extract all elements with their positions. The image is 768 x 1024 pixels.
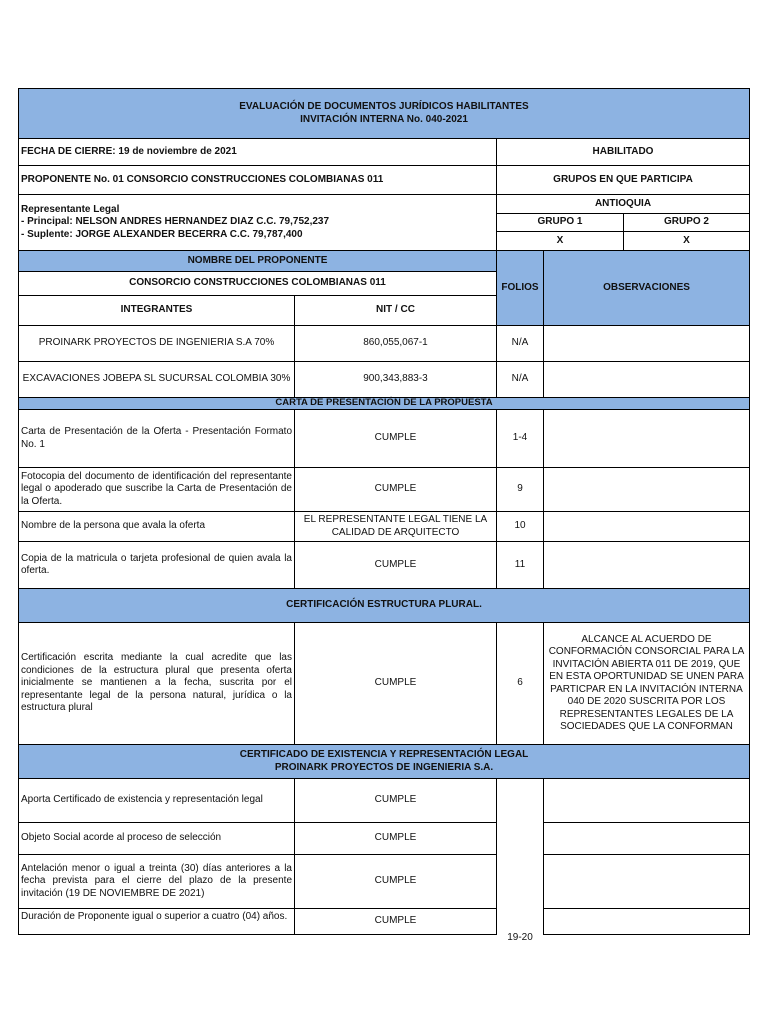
folios-header: FOLIOS [496,250,544,326]
requirement-folios: 1-4 [496,409,544,468]
requirement-observations [543,541,750,589]
member-nit: 900,343,883-3 [294,361,497,398]
requirement-status: CUMPLE [294,778,497,823]
member-name: EXCAVACIONES JOBEPA SL SUCURSAL COLOMBIA 30% [18,361,295,398]
requirement-text: Objeto Social acorde al proceso de selección [18,822,295,855]
observations-header: OBSERVACIONES [543,250,750,326]
plural-observations: ALCANCE AL ACUERDO DE CONFORMACIÓN CONSORCIAL PARA LA INVITACIÓN ABIERTA 011 DE 2019, QUE EN ESTA OPORTUNIDAD SE UNEN PARA PARTICPAR EN LA INVITACIÓN INTERNA 040 DE 2020 SUSCRITA POR LOS REPRESENTANTES LEGALES DE LA SOCIEDADES QUE LA CONFORMAN [543,622,750,745]
region-label: ANTIOQUIA [496,194,750,214]
existence-certificate-section-header [18,744,750,779]
member-observations [543,325,750,362]
requirement-status: EL REPRESENTANTE LEGAL TIENE LA CALIDAD DE ARQUITECTO [294,511,497,542]
existence-header-line-1: CERTIFICADO DE EXISTENCIA Y REPRESENTACIÓN LEGAL [239,749,529,760]
requirement-observations [543,822,750,855]
requirement-text: Carta de Presentación de la Oferta - Presentación Formato No. 1 [18,409,295,468]
requirement-observations [543,409,750,468]
requirement-text: Certificación escrita mediante la cual acredite que las condiciones de la estructura plural que presenta oferta inicialmente se mantienen a la fecha, suscrita por el representante legal de la persona natural, jurídica o la estructura plural [18,622,295,745]
representative-title: Representante Legal [21,203,120,215]
member-observations [543,361,750,398]
group-1-mark: X [496,231,624,251]
requirement-status: CUMPLE [294,854,497,909]
requirement-text: Duración de Proponente igual o superior a cuatro (04) años. [18,908,295,935]
member-folios: N/A [496,361,544,398]
requirement-status: CUMPLE [294,822,497,855]
requirement-text: Aporta Certificado de existencia y representación legal [18,778,295,823]
legal-representative [18,194,497,251]
existence-folios-partial: 19-20 [507,932,533,943]
requirement-text: Copia de la matricula o tarjeta profesional de quien avala la oferta. [18,541,295,589]
closing-date: FECHA DE CIERRE: 19 de noviembre de 2021 [18,138,497,166]
requirement-text: Fotocopia del documento de identificación del representante legal o apoderado que suscribe la Carta de Presentación de la Oferta. [18,467,295,512]
title-line-1: EVALUACIÓN DE DOCUMENTOS JURÍDICOS HABILITANTES [239,101,529,112]
requirement-status: CUMPLE [294,409,497,468]
member-nit: 860,055,067-1 [294,325,497,362]
proponent-line: PROPONENTE No. 01 CONSORCIO CONSTRUCCIONES COLOMBIANAS 011 [18,165,497,195]
requirement-status: CUMPLE [294,541,497,589]
proponent-name: CONSORCIO CONSTRUCCIONES COLOMBIANAS 011 [18,271,497,296]
representative-suplente: - Suplente: JORGE ALEXANDER BECERRA C.C. 79,787,400 [21,228,303,240]
requirement-observations [543,467,750,512]
requirement-observations [543,854,750,909]
requirement-text: Nombre de la persona que avala la oferta [18,511,295,542]
group-2-mark: X [623,231,750,251]
requirement-status: CUMPLE [294,467,497,512]
title-line-2: INVITACIÓN INTERNA No. 040-2021 [300,113,468,125]
document-title [18,88,750,139]
requirement-folios: 9 [496,467,544,512]
enabled-label: HABILITADO [496,138,750,166]
requirement-folios: 10 [496,511,544,542]
requirement-observations [543,511,750,542]
cover-letter-section-header: CARTA DE PRESENTACIÓN DE LA PROPUESTA [18,397,750,410]
requirement-observations [543,778,750,823]
member-name: PROINARK PROYECTOS DE INGENIERIA S.A 70% [18,325,295,362]
members-header: INTEGRANTES [18,295,295,326]
representative-principal: - Principal: NELSON ANDRES HERNANDEZ DIAZ C.C. 79,752,237 [21,216,330,228]
nit-header: NIT / CC [294,295,497,326]
requirement-folios: 11 [496,541,544,589]
requirement-status: CUMPLE [294,908,497,935]
requirement-status: CUMPLE [294,622,497,745]
groups-label: GRUPOS EN QUE PARTICIPA [496,165,750,195]
requirement-folios: 6 [496,622,544,745]
proponent-name-header: NOMBRE DEL PROPONENTE [18,250,497,272]
requirement-text: Antelación menor o igual a treinta (30) días anteriores a la fecha prevista para el cierre del plazo de la presente invitación (19 DE NOVIEMBRE DE 2021) [18,854,295,909]
requirement-observations [543,908,750,935]
group-1-label: GRUPO 1 [496,213,624,232]
plural-structure-section-header: CERTIFICACIÓN ESTRUCTURA PLURAL. [18,588,750,623]
existence-header-line-2: PROINARK PROYECTOS DE INGENIERIA S.A. [274,761,494,773]
group-2-label: GRUPO 2 [623,213,750,232]
member-folios: N/A [496,325,544,362]
